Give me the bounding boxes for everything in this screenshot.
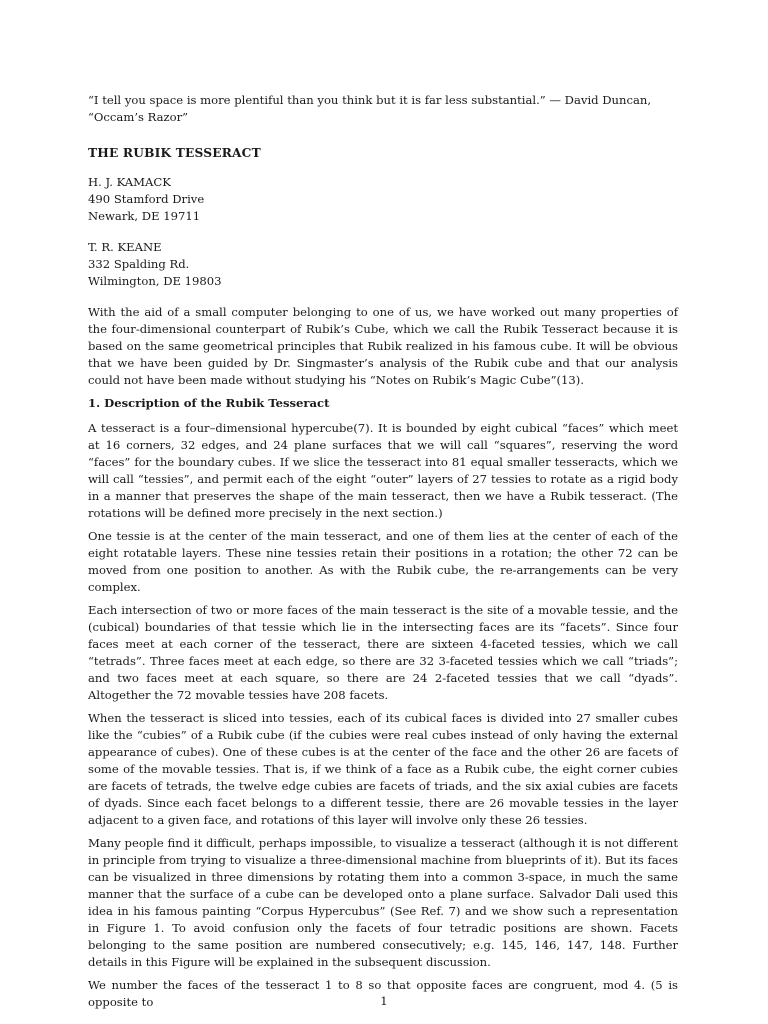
body-paragraph: When the tesseract is sliced into tessies, each of its cubical faces is divided into 27 smaller cubes like the “cubies” of a Rubik cube (if the cubies were real cubes instead of only having the external appearance of cubes). One of these cubes is at the center of the face and the other 26 are facets of some of the movable tessies. That is, if we think of a face as a Rubik cube, the eight corner cubies are facets of tetrads, the twelve edge cubies are facets of triads, and the six axial cubies are facets of dyads. Since each facet belongs to a different tessie, there are 26 movable tessies in the layer adjacent to a given face, and rotations of this layer will involve only these 26 tessies.	[88, 711, 678, 827]
author-street: 490 Stamford Drive	[88, 192, 205, 206]
author-city: Newark, DE 19711	[88, 209, 201, 223]
body-paragraph: We number the faces of the tesseract 1 to 8 so that opposite faces are congruent, mod 4. (5 is opposite to	[88, 978, 678, 1009]
body-paragraph: Each intersection of two or more faces of the main tesseract is the site of a movable tessie, and the (cubical) boundaries of that tessie which lie in the intersecting faces are its “facets”. Since four faces meet at each corner of the tesseract, there are sixteen 4-faceted tessies, which we call “tetrads”. Three faces meet at each edge, so there are 32 3-faceted tessies which we call “triads”; and two faces meet at each square, so there are 24 2-faceted tessies that we call “dyads”. Altogether the 72 movable tessies have 208 facets.	[88, 603, 678, 702]
page-number: 1	[380, 994, 388, 1008]
section-heading: 1. Description of the Rubik Tesseract	[88, 396, 330, 410]
document-page	[88, 92, 678, 1017]
author-street: 332 Spalding Rd.	[88, 257, 190, 271]
author-name: T. R. KEANE	[88, 240, 162, 254]
abstract-paragraph: With the aid of a small computer belonging to one of us, we have worked out many properties of the four-dimensional counterpart of Rubik’s Cube, which we call the Rubik Tesseract because it is based on the same geometrical principles that Rubik realized in his famous cube. It will be obvious that we have been guided by Dr. Singmaster’s analysis of the Rubik cube and that our analysis could not have been made without studying his “Notes on Rubik’s Magic Cube”(13).	[88, 305, 678, 387]
epigraph: “I tell you space is more plentiful than you think but it is far less substantial.” — David Duncan, “Occam’s Razor”	[88, 93, 652, 124]
author-name: H. J. KAMACK	[88, 175, 171, 189]
author-block-1	[88, 174, 678, 225]
author-city: Wilmington, DE 19803	[88, 274, 222, 288]
paper-title: THE RUBIK TESSERACT	[88, 146, 261, 160]
author-block-2	[88, 239, 678, 290]
body-paragraph: Many people find it difficult, perhaps impossible, to visualize a tesseract (although it is not different in principle from trying to visualize a three-dimensional machine from blueprints of it). But its faces can be visualized in three dimensions by rotating them into a common 3-space, in much the same manner that the surface of a cube can be developed onto a plane surface. Salvador Dali used this idea in his famous painting “Corpus Hypercubus” (See Ref. 7) and we show such a representation in Figure 1. To avoid confusion only the facets of four tetradic positions are shown. Facets belonging to the same position are numbered consecutively; e.g. 145, 146, 147, 148. Further details in this Figure will be explained in the subsequent discussion.	[88, 836, 678, 969]
body-paragraph: One tessie is at the center of the main tesseract, and one of them lies at the center of each of the eight rotatable layers. These nine tessies retain their positions in a rotation; the other 72 can be moved from one position to another. As with the Rubik cube, the re-arrangements can be very complex.	[88, 529, 678, 594]
body-paragraph: A tesseract is a four–dimensional hypercube(7). It is bounded by eight cubical “faces” which meet at 16 corners, 32 edges, and 24 plane surfaces that we will call “squares”, reserving the word “faces” for the boundary cubes. If we slice the tesseract into 81 equal smaller tesseracts, which we will call “tessies”, and permit each of the eight “outer” layers of 27 tessies to rotate as a rigid body in a manner that preserves the shape of the main tesseract, then we have a Rubik tesseract. (The rotations will be defined more precisely in the next section.)	[88, 421, 678, 520]
